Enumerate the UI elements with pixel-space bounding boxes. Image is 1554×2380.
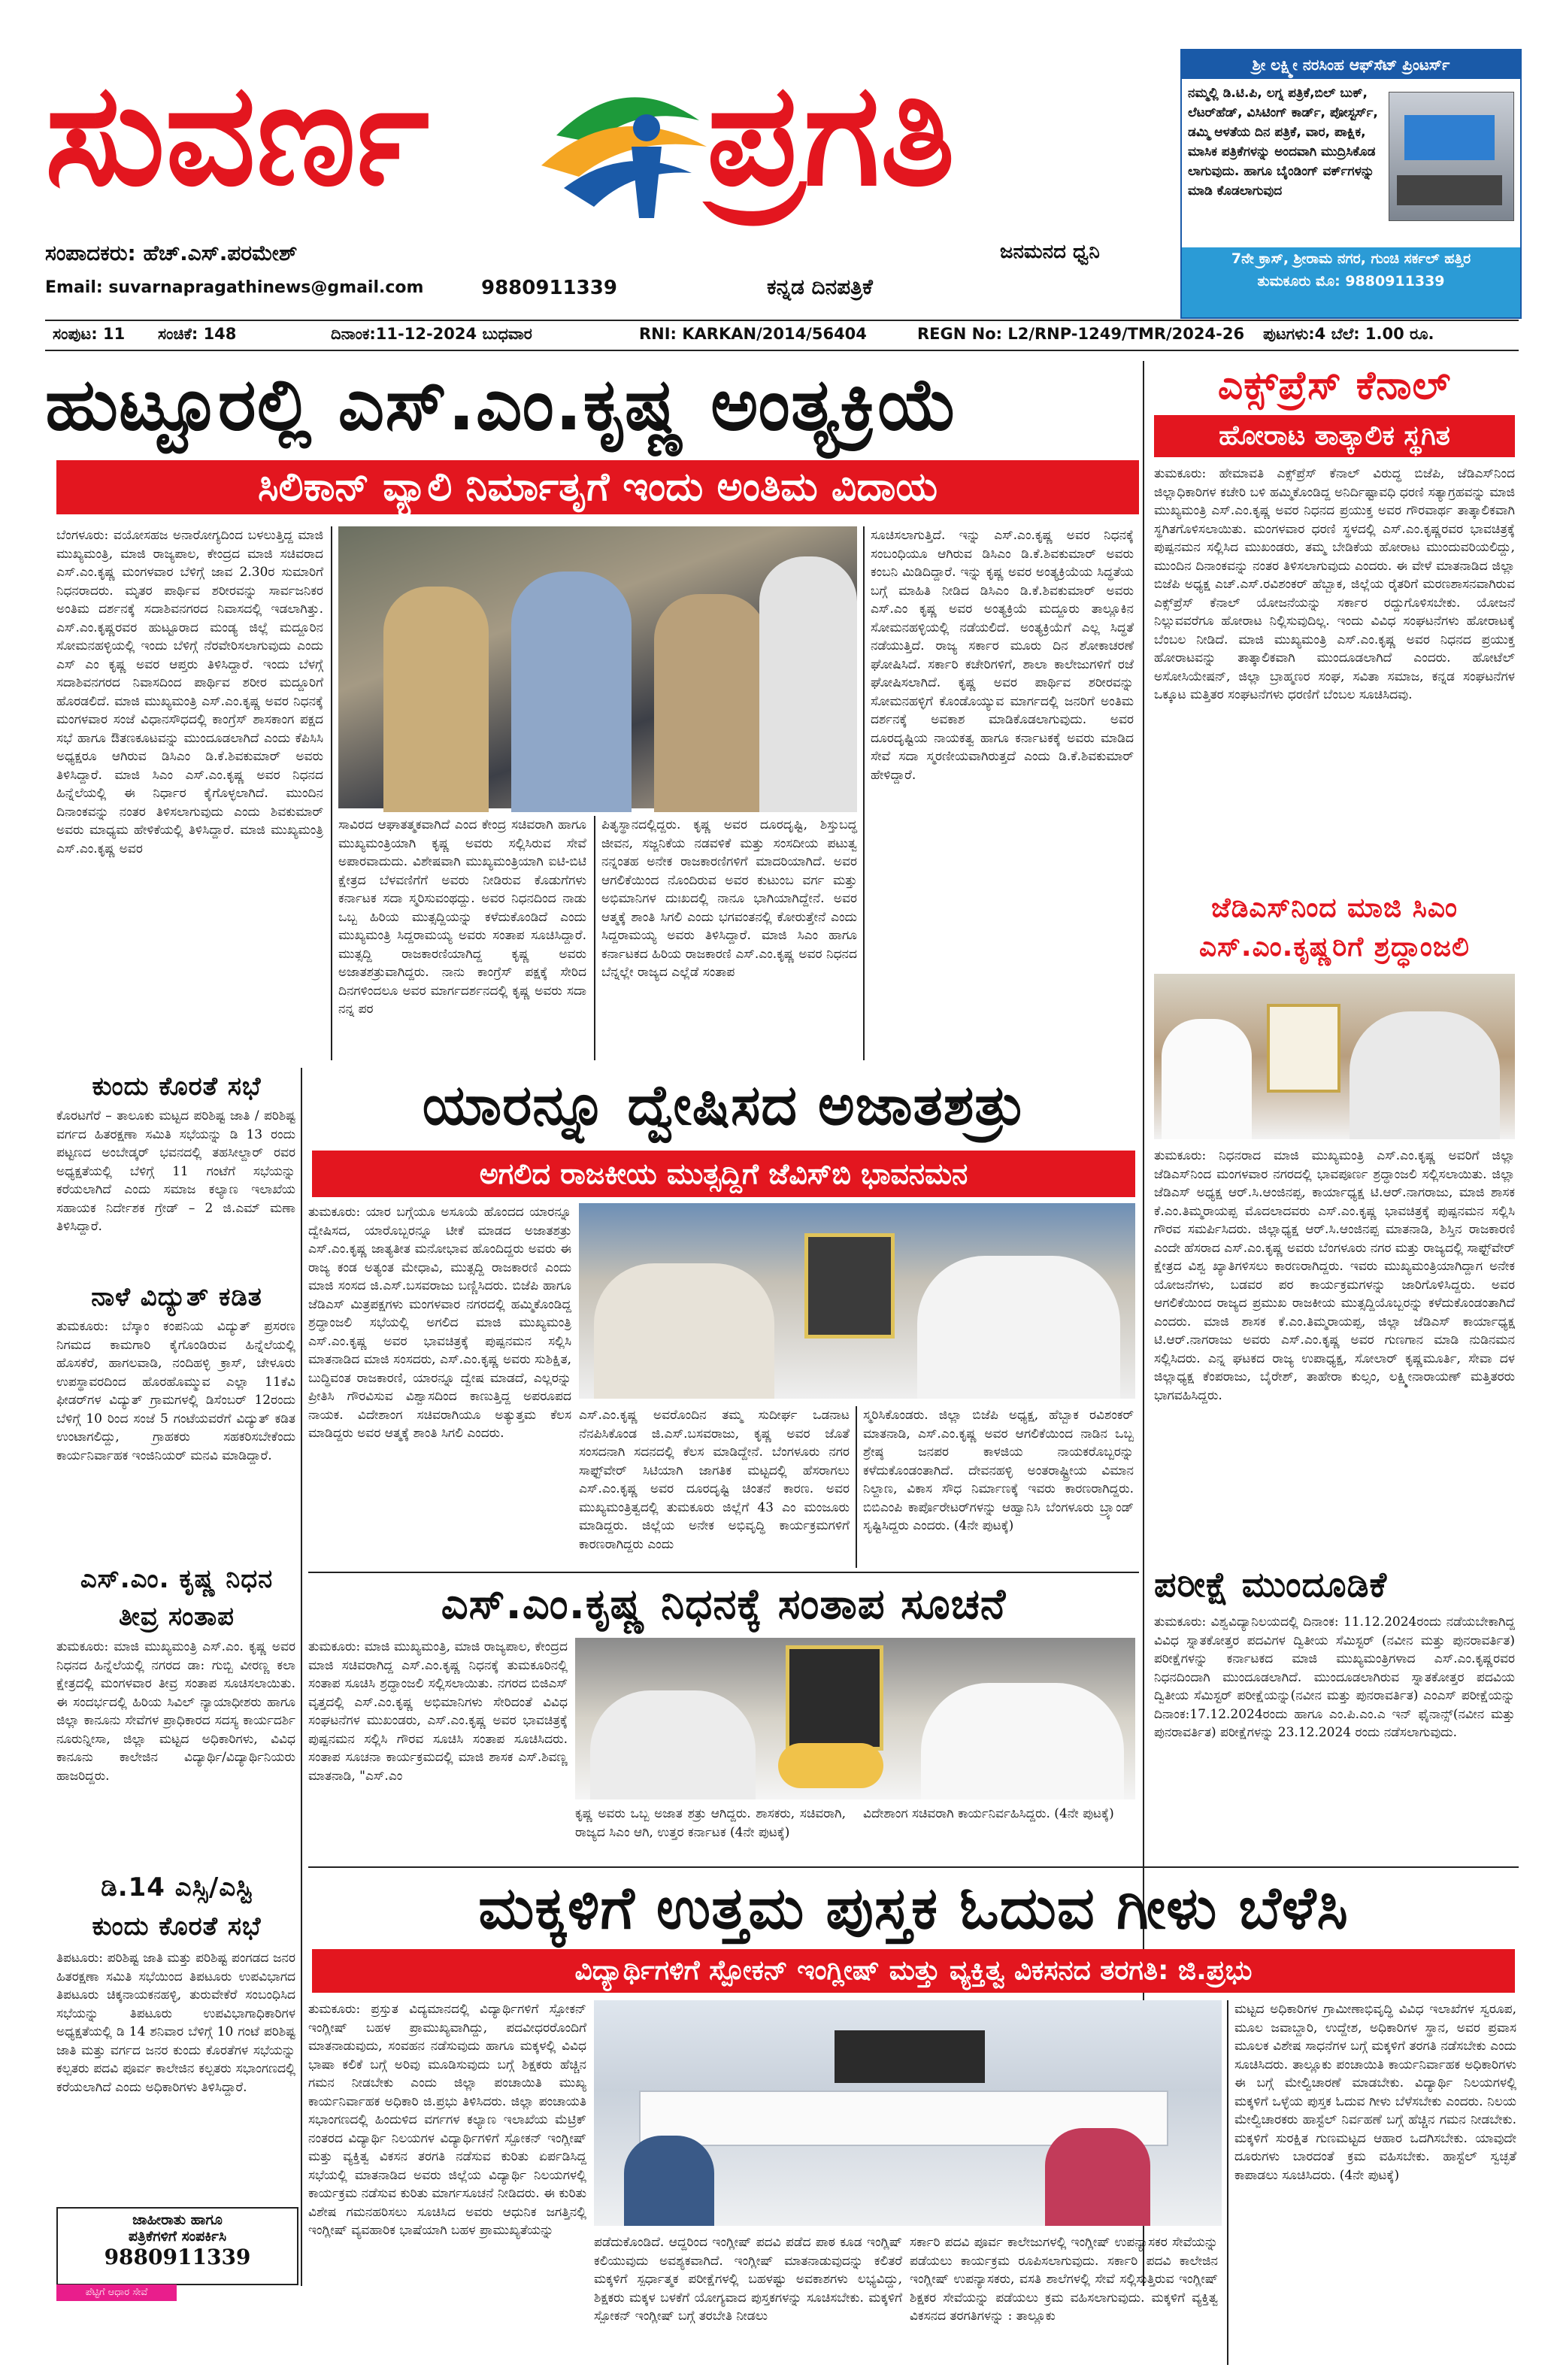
d14-headline-1: ಡಿ.14 ಎಸ್ಸಿ/ಎಸ್ಟಿ xyxy=(101,1872,253,1902)
right-column-rule xyxy=(1143,361,1144,2286)
printer-ad-body: ನಮ್ಮಲ್ಲಿ ಡಿ.ಟಿ.ಪಿ, ಲಗ್ನ ಪತ್ರಿಕೆ,ಬಿಲ್ ಬುಕ್, ಲೆಟರ್‌ಹೆಡ್, ವಿಸಿಟಿಂಗ್ ಕಾರ್ಡ್, ಪೋಸ್ಟರ್ಸ್, ಡಮ್ಮಿ ಆಳತೆಯ ದಿನ ಪತ್ರಿಕೆ, ವಾರ, ಪಾಕ್ಷಿಕ, ಮಾಸಿಕ ಪತ್ರಿಕೆಗಳನ್ನು ಅಂದವಾಗಿ ಮುದ್ರಿಸಿಕೊಡ ಲಾಗುವುದು. ಹಾಗೂ ಬೈಂಡಿಂಗ್ ವರ್ಕ್‌ಗಳನ್ನು ಮಾಡಿ ಕೊಡಲಾಗುವುದ xyxy=(1188,86,1383,199)
printer-machine-image xyxy=(1389,92,1514,221)
ajatashatru-body-c: ಸ್ಮರಿಸಿಕೊಂಡರು. ಜಿಲ್ಲಾ ಬಿಜೆಪಿ ಅಧ್ಯಕ್ಷ, ಹೆಬ್ಬಾಕ ರವಿಶಂಕರ್ ಮಾತನಾಡಿ, ಎಸ್.ಎಂ.ಕೃಷ್ಣ ಅವರ ಆಗಲಿಕೆಯಿಂದ ನಾಡಿನ ಒಬ್ಬ ಶ್ರೇಷ್ಠ ಜನಪರ ಕಾಳಜಿಯ ನಾಯಕರೊಬ್ಬರನ್ನು ಕಳೆದುಕೊಂಡಂತಾಗಿದೆ. ದೇವನಹಳ್ಳಿ ಅಂತರಾಷ್ಟ್ರೀಯ ವಿಮಾನ ನಿಲ್ದಾಣ, ವಿಕಾಸ ಸೌಧ ನಿರ್ಮಾಣಕ್ಕೆ ಇವರು ಕಾರಣರಾಗಿದ್ದರು. ಬಿಬಿಎಂಪಿ ಕಾರ್ಪೊರೇಟರ್‌ಗಳನ್ನು ಆಹ್ವಾನಿಸಿ ಬೆಂಗಳೂರು ಬ್ರ್ಯಾಂಡ್ ಸೃಷ್ಟಿಸಿದ್ದರು ಎಂದರು. (4ನೇ ಪುಟಕ್ಕೆ) xyxy=(863,1408,1138,1533)
left-column-rule xyxy=(301,1068,302,2286)
lead-col1: ಬೆಂಗಳೂರು: ವಯೋಸಹಜ ಅನಾರೋಗ್ಯದಿಂದ ಬಳಲುತ್ತಿದ್ದ ಮಾಜಿ ಮುಖ್ಯಮಂತ್ರಿ, ಮಾಜಿ ರಾಜ್ಯಪಾಲ, ಕೇಂದ್ರದ ಮಾಜಿ ಸಚಿವರಾದ ಎಸ್.ಎಂ.ಕೃಷ್ಣ ಮಂಗಳವಾರ ಬೆಳಿಗ್ಗೆ ಜಾವ 2.30ರ ಸುಮಾರಿಗೆ ನಿಧನರಾದರು. ಮೃತರ ಪಾರ್ಥಿವ ಶರೀರವನ್ನು ಸಾರ್ವಜನಿಕರ ಅಂತಿಮ ದರ್ಶನಕ್ಕೆ ಸದಾಶಿವನಗರದ ನಿವಾಸದಲ್ಲಿ ಇಡಲಾಗಿತ್ತು. ಎಸ್.ಎಂ.ಕೃಷ್ಣರವರ ಹುಟ್ಟೂರಾದ ಮಂಡ್ಯ ಜಿಲ್ಲೆ ಮದ್ದೂರಿನ ಸೋಮನಹಳ್ಳಿಯಲ್ಲಿ ಇಂದು ಬೆಳಿಗ್ಗೆ ನೆರವೇರಿಸಲಾಗುವುದು ಎಂದು ಎಸ್ ಎಂ ಕೃಷ್ಣ ಅವರ ಆಪ್ತರು ತಿಳಿಸಿದ್ದಾರೆ. ಇಂದು ಬೆಳಗ್ಗೆ ಸದಾಶಿವನಗರದ ನಿವಾಸದಿಂದ ಪಾರ್ಥಿವ ಶರೀರ ಮದ್ದೂರಿಗೆ ಹೊರಡಲಿದೆ. ಮಾಜಿ ಮುಖ್ಯಮಂತ್ರಿ ಎಸ್.ಎಂ.ಕೃಷ್ಣ ಅವರ ನಿಧನಕ್ಕೆ ಮಂಗಳವಾರ ಸಂಜೆ ವಿಧಾನಸೌಧದಲ್ಲಿ ಕಾಂಗ್ರೆಸ್ ಶಾಸಕಾಂಗ ಪಕ್ಷದ ಸಭೆ ಹಾಗೂ ಔತಣಕೂಟವನ್ನು ಮುಂದೂಡಲಾಗಿದೆ ಎಂದು ಕೆಪಿಸಿಸಿ ಅಧ್ಯಕ್ಷರೂ ಆಗಿರುವ ಡಿಸಿಎಂ ಡಿ.ಕೆ.ಶಿವಕುಮಾರ್ ಅವರು ತಿಳಿಸಿದ್ದಾರೆ. ಮಾಜಿ ಸಿಎಂ ಎಸ್.ಎಂ.ಕೃಷ್ಣ ಅವರ ನಿಧನದ ಹಿನ್ನೆಲೆಯಲ್ಲಿ ಈ ನಿರ್ಧಾರ ಕೈಗೊಳ್ಳಲಾಗಿದೆ. ಮುಂದಿನ ದಿನಾಂಕವನ್ನು ನಂತರ ತಿಳಿಸಲಾಗುವುದು ಎಂದು ಶಿವಕುಮಾರ್ ಅವರು ಮಾಧ್ಯಮ ಹೇಳಿಕೆಯಲ್ಲಿ ತಿಳಿಸಿದ್ದಾರೆ. ಮಾಜಿ ಮುಖ್ಯಮಂತ್ರಿ ಎಸ್.ಎಂ.ಕೃಷ್ಣ ಅವರ xyxy=(56,528,328,856)
ajatashatru-rule xyxy=(856,1406,857,1568)
printer-ad-address: 7ನೇ ಕ್ರಾಸ್, ಶ್ರೀರಾಮ ನಗರ, ಗುಂಚಿ ಸರ್ಕಲ್ ಹತ್ತಿರ ತುಮಕೂರು ಮೊ: 9880911339 xyxy=(1182,247,1520,317)
contact-ad-line1: ಜಾಹೀರಾತು ಹಾಗೂ xyxy=(132,2212,223,2228)
lead-col4: ಸೂಚಿಸಲಾಗುತ್ತಿದೆ. ಇನ್ನು ಎಸ್.ಎಂ.ಕೃಷ್ಣ ಅವರ ನಿಧನಕ್ಕೆ ಸಂಬಂಧಿಯೂ ಆಗಿರುವ ಡಿಸಿಎಂ ಡಿ.ಕೆ.ಶಿವಕುಮಾರ್ ಅವರು ಕಂಬನಿ ಮಿಡಿದಿದ್ದಾರೆ. ಇನ್ನು ಕೃಷ್ಣ ಅವರ ಅಂತ್ಯಕ್ರಿಯೆಯ ಸಿದ್ಧತೆಯ ಬಗ್ಗೆ ಮಾಹಿತಿ ನೀಡಿದ ಡಿಸಿಎಂ ಡಿ.ಕೆ.ಶಿವಕುಮಾರ್ ಅವರು ಎಸ್.ಎಂ ಕೃಷ್ಣ ಅವರ ಅಂತ್ಯಕ್ರಿಯೆ ಮದ್ದೂರು ತಾಲ್ಲೂಕಿನ ಸೋಮನಹಳ್ಳಿಯಲ್ಲಿ ನಡೆಯಲಿದೆ. ಅಂತ್ಯಕ್ರಿಯೆಗೆ ಎಲ್ಲ ಸಿದ್ಧತೆ ನಡೆಯುತ್ತಿದೆ. ರಾಜ್ಯ ಸರ್ಕಾರ ಮೂರು ದಿನ ಶೋಕಾಚರಣೆ ಘೋಷಿಸಿದೆ. ಸರ್ಕಾರಿ ಕಚೇರಿಗಳಿಗೆ, ಶಾಲಾ ಕಾಲೇಜುಗಳಿಗೆ ರಜೆ ಘೋಷಿಸಲಾಗಿದೆ. ಕೃಷ್ಣ ಅವರ ಪಾರ್ಥಿವ ಶರೀರವನ್ನು ಸೋಮನಹಳ್ಳಿಗೆ ಕೊಂಡೊಯ್ಯುವ ಮಾರ್ಗದಲ್ಲಿ ಜನರಿಗೆ ಅಂತಿಮ ದರ್ಶನಕ್ಕೆ ಅವಕಾಶ ಮಾಡಿಕೊಡಲಾಗುವುದು. ಅವರ ದೂರದೃಷ್ಟಿಯ ನಾಯಕತ್ವ ಹಾಗೂ ಕರ್ನಾಟಕಕ್ಕೆ ಅವರು ಮಾಡಿದ ಸೇವೆ ಸದಾ ಸ್ಮರಣೀಯವಾಗಿರುತ್ತದೆ ಎಂದು ಡಿ.ಕೆ.ಶಿವಕುಮಾರ್ ಹೇಳಿದ್ದಾರೆ. xyxy=(871,528,1138,783)
jds-body: ತುಮಕೂರು: ನಿಧನರಾದ ಮಾಜಿ ಮುಖ್ಯಮಂತ್ರಿ ಎಸ್.ಎಂ.ಕೃಷ್ಣ ಅವರಿಗೆ ಜಿಲ್ಲಾ ಜೆಡಿಎಸ್‌ನಿಂದ ಮಂಗಳವಾರ ನಗರದಲ್ಲಿ ಭಾವಪೂರ್ಣ ಶ್ರದ್ಧಾಂಜಲಿ ಸಲ್ಲಿಸಲಾಯಿತು. ಜಿಲ್ಲಾ ಜೆಡಿಎಸ್ ಅಧ್ಯಕ್ಷ ಆರ್.ಸಿ.ಆಂಜಿನಪ್ಪ, ಕಾರ್ಯಾಧ್ಯಕ್ಷ ಟಿ.ಆರ್.ನಾಗರಾಜು, ಮಾಜಿ ಶಾಸಕ ಕೆ.ಎಂ.ತಿಮ್ಮರಾಯಪ್ಪ ಮೊದಲಾದವರು ಎಸ್.ಎಂ.ಕೃಷ್ಣ ಭಾವಚಿತ್ರಕ್ಕೆ ಪುಷ್ಪನಮನ ಸಲ್ಲಿಸಿ ಗೌರವ ಸಮರ್ಪಿಸಿದರು. ಜಿಲ್ಲಾಧ್ಯಕ್ಷ ಆರ್.ಸಿ.ಆಂಜಿನಪ್ಪ ಮಾತನಾಡಿ, ಶಿಸ್ತಿನ ರಾಜಕಾರಣಿ ಎಂದೇ ಹೆಸರಾದ ಎಸ್.ಎಂ.ಕೃಷ್ಣ ಅವರು ಬೆಂಗಳೂರು ನಗರ ಮತ್ತು ರಾಜ್ಯದಲ್ಲಿ ಸಾಫ್ಟ್‌ವೇರ್ ಕ್ಷೇತ್ರದ ವಿಶ್ವ ಖ್ಯಾತಿಗಳಿಸಲು ಕಾರಣರಾಗಿದ್ದರು. ಇವರು ಮುಖ್ಯಮಂತ್ರಿಯಾಗಿದ್ದಾಗ ಅನೇಕ ಯೋಜನೆಗಳು, ಬಡವರ ಪರ ಕಾರ್ಯಕ್ರಮಗಳನ್ನು ಜಾರಿಗೊಳಿಸಿದ್ದರು. ಅವರ ಆಗಲಿಕೆಯಿಂದ ರಾಜ್ಯದ ಪ್ರಮುಖ ರಾಜಕೀಯ ಮುತ್ಸದ್ದಿಯೊಬ್ಬರನ್ನು ಕಳೆದುಕೊಂಡಂತಾಗಿದೆ ಎಂದರು. ಮಾಜಿ ಶಾಸಕ ಕೆ.ಎಂ.ತಿಮ್ಮರಾಯಪ್ಪ, ಜಿಲ್ಲಾ ಜೆಡಿಎಸ್ ಕಾರ್ಯಾಧ್ಯಕ್ಷ ಟಿ.ಆರ್.ನಾಗರಾಜು ಅವರು ಎಸ್.ಎಂ.ಕೃಷ್ಣ ಅವರ ಗುಣಗಾನ ಮಾಡಿ ನುಡಿನಮನ ಸಲ್ಲಿಸಿದರು. ಎನ್ನ ಘಟಕದ ರಾಜ್ಯ ಉಪಾಧ್ಯಕ್ಷ, ಸೋಲಾರ್ ಕೃಷ್ಣಮೂರ್ತಿ, ಸೇವಾ ದಳ ಜಿಲ್ಲಾಧ್ಯಕ್ಷ ಕೆಂಪರಾಜು, ಬೈರೇಶ್, ತಾಹೇರಾ ಕುಲ್ಸಂ, ಲಕ್ಷ್ಮೀನಾರಾಯಣ್ ಮತ್ತಿತರರು ಭಾಗವಹಿಸಿದ್ದರು. xyxy=(1154,1148,1519,1403)
logo-emblem xyxy=(534,75,714,241)
lead-rule-3 xyxy=(863,526,865,1060)
lead-headline: ಹುಟ್ಟೂರಲ್ಲಿ ಎಸ್.ಎಂ.ಕೃಷ್ಣ ಅಂತ್ಯಕ್ರಿಯೆ xyxy=(45,362,959,447)
printer-ad xyxy=(1180,49,1522,319)
contact-ad-phone: 9880911339 xyxy=(104,2245,251,2269)
condolence-body-c: ವಿದೇಶಾಂಗ ಸಚಿವರಾಗಿ ಕಾರ್ಯನಿರ್ವಹಿಸಿದ್ದರು. (4ನೇ ಪುಟಕ್ಕೆ) xyxy=(863,1806,1114,1821)
sm-body: ತುಮಕೂರು: ಮಾಜಿ ಮುಖ್ಯಮಂತ್ರಿ ಎಸ್.ಎಂ. ಕೃಷ್ಣ ಅವರ ನಿಧನದ ಹಿನ್ನೆಲೆಯಲ್ಲಿ ನಗರದ ಡಾ: ಗುಬ್ಬಿ ವೀರಣ್ಣ ಕಲಾ ಕ್ಷೇತ್ರದಲ್ಲಿ ಮಂಗಳವಾರ ತೀವ್ರ ಸಂತಾಪ ಸೂಚಿಸಲಾಯಿತು. ಈ ಸಂದರ್ಭದಲ್ಲಿ ಹಿರಿಯ ಸಿವಿಲ್ ನ್ಯಾಯಾಧೀಶರು ಹಾಗೂ ಜಿಲ್ಲಾ ಕಾನೂನು ಸೇವೆಗಳ ಪ್ರಾಧಿಕಾರದ ಸದಸ್ಯ ಕಾರ್ಯದರ್ಶಿ ನೂರುನ್ನೀಸಾ, ಜಿಲ್ಲಾ ಮಟ್ಟದ ಅಧಿಕಾರಿಗಳು, ವಿವಿಧ ಕಾನೂನು ಕಾಲೇಜಿನ ವಿದ್ಯಾರ್ಥಿ/ವಿದ್ಯಾರ್ಥಿನಿಯರು ಹಾಜರಿದ್ದರು. xyxy=(56,1639,300,1784)
issue: ಸಂಚಿಕೆ: 148 xyxy=(158,325,237,343)
ajatashatru-subhead: ಅಗಲಿದ ರಾಜಕೀಯ ಮುತ್ಸದ್ದಿಗೆ ಜೆವಿಸ್‌ಬಿ ಭಾವನಮನ xyxy=(312,1151,1135,1197)
books-rule xyxy=(1227,2000,1228,2365)
pages-price: ಪುಟಗಳು:4 ಬೆಲೆ: 1.00 ರೂ. xyxy=(1263,325,1434,343)
title-right: ಪ್ರಗತಿ xyxy=(707,53,956,217)
d14-body: ತಿಪಟೂರು: ಪರಿಶಿಷ್ಟ ಜಾತಿ ಮತ್ತು ಪರಿಶಿಷ್ಟ ಪಂಗಡದ ಜನರ ಹಿತರಕ್ಷಣಾ ಸಮಿತಿ ಸಭೆಯಿಂದ ತಿಪಟೂರು ಉಪವಿಭಾಗದ ತಿಪಟೂರು ಚಿಕ್ಕನಾಯಕನಹಳ್ಳಿ, ತುರುವೇಕೆರೆ ಸಂಬಂಧಿಸಿದ ಸಭೆಯನ್ನು ತಿಪಟೂರು ಉಪವಿಭಾಗಾಧಿಕಾರಿಗಳ ಅಧ್ಯಕ್ಷತೆಯಲ್ಲಿ ಡಿ 14 ಶನಿವಾರ ಬೆಳಿಗ್ಗೆ 10 ಗಂಟೆ ಪರಿಶಿಷ್ಟ ಜಾತಿ ಮತ್ತು ವರ್ಗದ ಜನರ ಕುಂದು ಕೊರತೆಗಳ ಸಭೆಯನ್ನು ಕಲ್ಪತರು ಪದವಿ ಪೂರ್ವ ಕಾಲೇಜಿನ ಕಲ್ಪತರು ಸಭಾಂಗಣದಲ್ಲಿ ಕರೆಯಲಾಗಿದೆ ಎಂದು ಅಧಿಕಾರಿಗಳು ತಿಳಿಸಿದ್ದಾರೆ. xyxy=(56,1951,300,2095)
kundu-headline: ಕುಂದು ಕೊರತೆ ಸಭೆ xyxy=(92,1072,262,1102)
masthead xyxy=(15,30,1173,308)
printer-ad-title: ಶ್ರೀ ಲಕ್ಷ್ಮೀ ನರಸಿಂಹ ಆಫ್‌ಸೆಟ್ ಪ್ರಿಂಟರ್ಸ್ xyxy=(1182,50,1520,79)
books-headline: ಮಕ್ಕಳಿಗೆ ಉತ್ತಮ ಪುಸ್ತಕ ಓದುವ ಗೀಳು ಬೆಳೆಸಿ xyxy=(478,1875,1349,1942)
lead-col2: ಸಾವಿರದ ಆಘಾತತ್ಮಕವಾಗಿದೆ ಎಂದ ಕೇಂದ್ರ ಸಚಿವರಾಗಿ ಹಾಗೂ ಮುಖ್ಯಮಂತ್ರಿಯಾಗಿ ಕೃಷ್ಣ ಅವರು ಸಲ್ಲಿಸಿರುವ ಸೇವೆ ಅಪಾರವಾದುದು. ವಿಶೇಷವಾಗಿ ಮುಖ್ಯಮಂತ್ರಿಯಾಗಿ ಐಟಿ-ಬಿಟಿ ಕ್ಷೇತ್ರದ ಬೆಳವಣಿಗೆಗೆ ಅವರು ನೀಡಿರುವ ಕೊಡುಗೆಗಳು ಕರ್ನಾಟಕ ಸದಾ ಸ್ಮರಿಸುವಂಥದ್ದು. ಅವರ ನಿಧನದಿಂದ ನಾಡು ಒಬ್ಬ ಹಿರಿಯ ಮುತ್ಸದ್ದಿಯನ್ನು ಕಳೆದುಕೊಂಡಿದೆ ಎಂದು ಮುಖ್ಯಮಂತ್ರಿ ಸಿದ್ದರಾಮಯ್ಯ ಅವರು ಸಂತಾಪ ಸೂಚಿಸಿದ್ದಾರೆ. ಮುತ್ಸದ್ದಿ ರಾಜಕಾರಣಿಯಾಗಿದ್ದ ಕೃಷ್ಣ ಅವರು ಅಜಾತಶತ್ರುವಾಗಿದ್ದರು. ನಾನು ಕಾಂಗ್ರೆಸ್ ಪಕ್ಷಕ್ಕೆ ಸೇರಿದ ದಿನಗಳಿಂದಲೂ ಅವರ ಮಾರ್ಗದರ್ಶನದಲ್ಲಿ ಕೃಷ್ಣ ಅವರು ಸದಾ ನನ್ನ ಪರ xyxy=(338,817,591,1017)
lead-rule-2 xyxy=(594,816,595,1060)
editor-line: ಸಂಪಾದಕರು: ಹೆಚ್.ಎಸ್.ಪರಮೇಶ್ xyxy=(45,241,298,265)
sm-headline-1: ಎಸ್.ಎಂ. ಕೃಷ್ಣ ನಿಧನ xyxy=(80,1564,274,1594)
express-body: ತುಮಕೂರು: ಹೇಮಾವತಿ ಎಕ್ಸ್‌ಪ್ರೆಸ್ ಕೆನಾಲ್ ವಿರುದ್ಧ ಬಿಜೆಪಿ, ಜೆಡಿಎಸ್‌ನಿಂದ ಜಿಲ್ಲಾಧಿಕಾರಿಗಳ ಕಚೇರಿ ಬಳಿ ಹಮ್ಮಿಕೊಂಡಿದ್ದ ಅನಿರ್ದಿಷ್ಟಾವಧಿ ಧರಣಿ ಸತ್ಯಾಗ್ರಹವನ್ನು ಮಾಜಿ ಮುಖ್ಯಮಂತ್ರಿ ಎಸ್.ಎಂ.ಕೃಷ್ಣ ಅವರ ನಿಧನದ ಪ್ರಯುಕ್ತ ಅವರ ಗೌರವಾರ್ಥ ತಾತ್ಕಾಲಿಕವಾಗಿ ಸ್ಥಗಿತಗೊಳಿಸಲಾಯಿತು. ಮಂಗಳವಾರ ಧರಣಿ ಸ್ಥಳದಲ್ಲಿ ಎಸ್.ಎಂ.ಕೃಷ್ಣರವರ ಭಾವಚಿತ್ರಕ್ಕೆ ಪುಷ್ಪನಮನ ಸಲ್ಲಿಸಿದ ಮುಖಂಡರು, ತಮ್ಮ ಬೇಡಿಕೆಯ ಹೋರಾಟ ಮುಂದುವರಿಯಲಿದ್ದು, ಮುಂದಿನ ದಿನಾಂಕವನ್ನು ನಂತರ ತಿಳಿಸಲಾಗುವುದು ಎಂದರು. ಈ ವೇಳೆ ಮಾತನಾಡಿದ ಜಿಲ್ಲಾ ಬಿಜೆಪಿ ಅಧ್ಯಕ್ಷ ಎಚ್.ಎಸ್.ರವಿಶಂಕರ್ ಹೆಬ್ಬಾಕ, ಜಿಲ್ಲೆಯ ರೈತರಿಗೆ ಮರಣಶಾಸನವಾಗಿರುವ ಎಕ್ಸ್‌ಪ್ರೆಸ್ ಕೆನಾಲ್ ಯೋಜನೆಯನ್ನು ಸರ್ಕಾರ ರದ್ದುಗೊಳಿಸಬೇಕು. ಯೋಜನೆ ನಿಲ್ಲುವವರೆಗೂ ಹೋರಾಟ ನಿಲ್ಲಿಸುವುದಿಲ್ಲ. ಇಂದು ವಿವಿಧ ಸಂಘಟನೆಗಳು ಹೋರಾಟಕ್ಕೆ ಬೆಂಬಲ ನೀಡಿದೆ. ಮಾಜಿ ಮುಖ್ಯಮಂತ್ರಿ ಎಸ್.ಎಂ.ಕೃಷ್ಣ ಅವರ ನಿಧನದ ಪ್ರಯುಕ್ತ ಹೋರಾಟವನ್ನು ತಾತ್ಕಾಲಿಕವಾಗಿ ಮುಂದೂಡಲಾಗಿದೆ ಎಂದರು. ಹೋಟೆಲ್ ಅಸೋಸಿಯೇಷನ್, ಜಿಲ್ಲಾ ಬ್ರಾಹ್ಮಣರ ಸಂಘ, ಸವಿತಾ ಸಮಾಜ, ಕನ್ನಡ ಸಂಘಟನೆಗಳ ಒಕ್ಕೂಟ ಮತ್ತಿತರ ಸಂಘಟನೆಗಳು ಧರಣಿಗೆ ಬೆಂಬಲ ಸೂಚಿಸಿದವು. xyxy=(1154,466,1519,702)
exam-body: ತುಮಕೂರು: ವಿಶ್ವವಿದ್ಯಾನಿಲಯದಲ್ಲಿ ದಿನಾಂಕ: 11.12.2024ರಂದು ನಡೆಯಬೇಕಾಗಿದ್ದ ವಿವಿಧ ಸ್ನಾತಕೋತ್ತರ ಪದವಿಗಳ ದ್ವಿತೀಯ ಸೆಮಿಸ್ಟರ್ (ನವೀನ ಮತ್ತು ಪುನರಾವರ್ತಿತ) ಪರೀಕ್ಷೆಗಳನ್ನು ಕರ್ನಾಟಕದ ಮಾಜಿ ಮುಖ್ಯಮಂತ್ರಿಗಳಾದ ಎಸ್.ಎಂ.ಕೃಷ್ಣರವರ ನಿಧನದಿಂದಾಗಿ ಮುಂದೂಡಲಾಗಿದೆ. ಮುಂದೂಡಲಾಗಿರುವ ಸ್ನಾತಕೋತ್ತರ ಪದವಿಯ ದ್ವಿತೀಯ ಸೆಮಿಸ್ಟರ್ ಪರೀಕ್ಷೆಯನ್ನು(ನವೀನ ಮತ್ತು ಪುನರಾವರ್ತಿತ) ಎಂಎಸ್ ಪರೀಕ್ಷೆಯನ್ನು ದಿನಾಂಕ:17.12.2024ರಂದು ಹಾಗೂ ಎಂ.ಪಿ.ಎಂ.ಎ ಇನ್ ಫೈನಾನ್ಸ್(ನವೀನ ಮತ್ತು ಪುನರಾವರ್ತಿತ) ಪರೀಕ್ಷೆಗಳನ್ನು 23.12.2024 ರಂದು ನಡೆಸಲಾಗುವುದು. xyxy=(1154,1614,1519,1740)
d14-headline-2: ಕುಂದು ಕೊರತೆ ಸಭೆ xyxy=(92,1912,262,1942)
condolence-photo xyxy=(575,1638,1135,1799)
ajatashatru-body-b: ಎಸ್.ಎಂ.ಕೃಷ್ಣ ಅವರೊಂದಿನ ತಮ್ಮ ಸುದೀರ್ಘ ಒಡನಾಟ ನೆನಪಿಸಿಕೊಂಡ ಜಿ.ಎಸ್.ಬಸವರಾಜು, ಕೃಷ್ಣ ಅವರ ಜೊತೆ ಸಂಸದನಾಗಿ ಸದನದಲ್ಲಿ ಕೆಲಸ ಮಾಡಿದ್ದೇನೆ. ಬೆಂಗಳೂರು ನಗರ ಸಾಫ್ಟ್‌ವೇರ್ ಸಿಟಿಯಾಗಿ ಜಾಗತಿಕ ಮಟ್ಟದಲ್ಲಿ ಹೆಸರಾಗಲು ಎಸ್.ಎಂ.ಕೃಷ್ಣ ಅವರ ದೂರದೃಷ್ಟಿ ಚಿಂತನೆ ಕಾರಣ. ಅವರ ಮುಖ್ಯಮಂತ್ರಿತ್ವದಲ್ಲಿ ತುಮಕೂರು ಜಿಲ್ಲೆಗೆ 43 ಎಂ ಮಂಜೂರು ಮಾಡಿದ್ದರು. ಜಿಲ್ಲೆಯ ಅನೇಕ ಅಭಿವೃದ್ಧಿ ಕಾರ್ಯಕ್ರಮಗಳಿಗೆ ಕಾರಣರಾಗಿದ್ದರು ಎಂದು xyxy=(579,1408,854,1552)
tagline: ಜನಮನದ ಧ್ವನಿ xyxy=(1000,241,1100,263)
ajatashatru-headline: ಯಾರನ್ನೂ ದ್ವೇಷಿಸದ ಅಜಾತಶತ್ರು xyxy=(422,1073,1025,1138)
kundu-body: ಕೊರಟಗೆರೆ – ತಾಲೂಕು ಮಟ್ಟದ ಪರಿಶಿಷ್ಟ ಜಾತಿ / ಪರಿಶಿಷ್ಟ ವರ್ಗದ ಹಿತರಕ್ಷಣಾ ಸಮಿತಿ ಸಭೆಯನ್ನು ಡಿ 13 ರಂದು ಪಟ್ಟಣದ ಅಂಬೇಡ್ಕರ್ ಭವನದಲ್ಲಿ ತಹಸೀಲ್ದಾರ್ ರವರ ಅಧ್ಯಕ್ಷತೆಯಲ್ಲಿ ಬೆಳಿಗ್ಗೆ 11 ಗಂಟೆಗೆ ಸಭೆಯನ್ನು ಕರೆಯಲಾಗಿದೆ ಎಂದು ಸಮಾಜ ಕಲ್ಯಾಣ ಇಲಾಖೆಯ ಸಹಾಯಕ ನಿರ್ದೇಶಕ ಗ್ರೇಡ್ – 2 ಜಿ.ಎಮ್ ಮಣಾ ತಿಳಿಸಿದ್ದಾರೆ. xyxy=(56,1108,300,1234)
express-headline: ಎಕ್ಸ್‌ಪ್ರೆಸ್ ಕೆನಾಲ್ xyxy=(1217,363,1452,408)
contact-ad xyxy=(56,2207,298,2285)
books-photo xyxy=(594,2000,1222,2226)
power-headline: ನಾಳೆ ವಿದ್ಯುತ್ ಕಡಿತ xyxy=(91,1282,262,1312)
lead-subhead: ಸಿಲಿಕಾನ್ ವ್ಯಾಲಿ ನಿರ್ಮಾತೃಗೆ ಇಂದು ಅಂತಿಮ ವಿದಾಯ xyxy=(56,460,1139,514)
books-subhead: ವಿದ್ಯಾರ್ಥಿಗಳಿಗೆ ಸ್ಪೋಕನ್ ಇಂಗ್ಲೀಷ್ ಮತ್ತು ವ್ಯಕ್ತಿತ್ವ ವಿಕಸನದ ತರಗತಿ: ಜಿ.ಪ್ರಭು xyxy=(312,1949,1515,1993)
lead-col3: ಪಿತೃಸ್ಥಾನದಲ್ಲಿದ್ದರು. ಕೃಷ್ಣ ಅವರ ದೂರದೃಷ್ಟಿ, ಶಿಸ್ತುಬದ್ಧ ಜೀವನ, ಸಜ್ಜನಿಕೆಯ ನಡವಳಿಕೆ ಮತ್ತು ಸಂಸದೀಯ ಪಟುತ್ವ ನನ್ನಂತಹ ಅನೇಕ ರಾಜಕಾರಣಿಗಳಿಗೆ ಮಾದರಿಯಾಗಿದೆ. ಅವರ ಆಗಲಿಕೆಯಿಂದ ನೊಂದಿರುವ ಅವರ ಕುಟುಂಬ ವರ್ಗ ಮತ್ತು ಅಭಿಮಾನಿಗಳ ದುಃಖದಲ್ಲಿ ನಾನೂ ಭಾಗಿಯಾಗಿದ್ದೇನೆ. ಅವರ ಆತ್ಮಕ್ಕೆ ಶಾಂತಿ ಸಿಗಲಿ ಎಂದು ಭಗವಂತನಲ್ಲಿ ಕೋರುತ್ತೇನೆ ಎಂದು ಸಿದ್ದರಾಮಯ್ಯ ಅವರು ತಿಳಿಸಿದ್ದಾರೆ. ಮಾಜಿ ಸಿಎಂ ಹಾಗೂ ಕರ್ನಾಟಕದ ಹಿರಿಯ ರಾಜಕಾರಣಿ ಎಸ್.ಎಂ.ಕೃಷ್ಣ ಅವರ ನಿಧನದ ಬೆನ್ನಲ್ಲೇ ರಾಜ್ಯದ ಎಲ್ಲೆಡೆ ಸಂತಾಪ xyxy=(601,817,862,980)
books-body-c: ಸರ್ಕಾರಿ ಪದವಿ ಪೂರ್ವ ಕಾಲೇಜುಗಳಲ್ಲಿ ಇಂಗ್ಲೀಷ್ ಉಪನ್ಯಾಸಕರ ಸೇವೆಯನ್ನು ಪಡೆಯಲು ಕಾರ್ಯಕ್ರಮ ರೂಪಿಸಲಾಗುವುದು. ಸರ್ಕಾರಿ ಪದವಿ ಕಾಲೇಜಿನ ಇಂಗ್ಲೀಷ್ ಉಪನ್ಯಾಸಕರು, ವಸತಿ ಶಾಲೆಗಳಲ್ಲಿ ಸೇವೆ ಸಲ್ಲಿಸುತ್ತಿರುವ ಇಂಗ್ಲೀಷ್ ಶಿಕ್ಷಕರ ಸೇವೆಯನ್ನು ಪಡೆಯಲು ಕ್ರಮ ವಹಿಸಲಾಗುವುದು. ಮಕ್ಕಳಿಗೆ ವ್ಯಕ್ತಿತ್ವ ವಿಕಸನದ ತರಗತಿಗಳನ್ನು : ತಾಲ್ಲೂಕು xyxy=(910,2235,1222,2324)
volume: ಸಂಪುಟ: 11 xyxy=(53,325,126,343)
books-body-d: ಮಟ್ಟದ ಅಧಿಕಾರಿಗಳ ಗ್ರಾಮೀಣಾಭಿವೃದ್ಧಿ ವಿವಿಧ ಇಲಾಖೆಗಳ ಸ್ವರೂಪ, ಮೂಲ ಜವಾಬ್ದಾರಿ, ಉದ್ದೇಶ, ಅಧಿಕಾರಿಗಳ ಸ್ಥಾನ, ಅವರ ಪ್ರವಾಸ ಮೂಲಕ ವಿಶೇಷ ಸಾಧನೆಗಳ ಬಗ್ಗೆ ಮಕ್ಕಳಿಗೆ ತರಗತಿ ನಡೆಸಬೇಕು ಎಂದು ಸೂಚಿಸಿದರು. ತಾಲ್ಲೂಕು ಪಂಚಾಯಿತಿ ಕಾರ್ಯನಿರ್ವಾಹಕ ಅಧಿಕಾರಿಗಳು ಈ ಬಗ್ಗೆ ಮೇಲ್ವಿಚಾರಣೆ ಮಾಡಬೇಕು. ವಿದ್ಯಾರ್ಥಿ ನಿಲಯಗಳಲ್ಲಿ ಮಕ್ಕಳಿಗೆ ಒಳ್ಳೆಯ ಪುಸ್ತಕ ಓದುವ ಗೀಳು ಬೆಳೆಸಬೇಕು ಎಂದರು. ನಿಲಯ ಮೇಲ್ವಿಚಾರಕರು ಹಾಸ್ಟೆಲ್ ನಿರ್ವಹಣೆ ಬಗ್ಗೆ ಹೆಚ್ಚಿನ ಗಮನ ನೀಡಬೇಕು. ಮಕ್ಕಳಿಗೆ ಸುರಕ್ಷಿತ ಗುಣಮಟ್ಟದ ಆಹಾರ ಒದಗಿಸಬೇಕು. ಯಾವುದೇ ದೂರುಗಳು ಬಾರದಂತೆ ಕ್ರಮ ವಹಿಸಬೇಕು. ಹಾಸ್ಟೆಲ್ ಸ್ವಚ್ಛತೆ ಕಾಪಾಡಲು ಸೂಚಿಸಿದರು. (4ನೇ ಪುಟಕ್ಕೆ) xyxy=(1234,2002,1521,2183)
books-body-a: ತುಮಕೂರು: ಪ್ರಸ್ತುತ ವಿದ್ಯಮಾನದಲ್ಲಿ ವಿದ್ಯಾರ್ಥಿಗಳಿಗೆ ಸ್ಪೋಕನ್ ಇಂಗ್ಲೀಷ್ ಬಹಳ ಪ್ರಾಮುಖ್ಯವಾಗಿದ್ದು, ಪದವೀಧರರೊಂದಿಗೆ ಮಾತನಾಡುವುದು, ಸಂವಹನ ನಡೆಸುವುದು ಹಾಗೂ ಮಕ್ಕಳಲ್ಲಿ ವಿವಿಧ ಭಾಷಾ ಕಲಿಕೆ ಬಗ್ಗೆ ಅರಿವು ಮೂಡಿಸುವುದು ಬಗ್ಗೆ ಶಿಕ್ಷಕರು ಹೆಚ್ಚಿನ ಗಮನ ನೀಡಬೇಕು ಎಂದು ಜಿಲ್ಲಾ ಪಂಚಾಯಿತಿ ಮುಖ್ಯ ಕಾರ್ಯನಿರ್ವಾಹಕ ಅಧಿಕಾರಿ ಜಿ.ಪ್ರಭು ತಿಳಿಸಿದರು. ಜಿಲ್ಲಾ ಪಂಚಾಯತಿ ಸಭಾಂಗಣದಲ್ಲಿ ಹಿಂದುಳಿದ ವರ್ಗಗಳ ಕಲ್ಯಾಣ ಇಲಾಖೆಯ ಮೆಟ್ರಿಕ್ ನಂತರದ ವಿದ್ಯಾರ್ಥಿ ನಿಲಯಗಳ ವಿದ್ಯಾರ್ಥಿಗಳಿಗೆ ಸ್ಪೋಕನ್ ಇಂಗ್ಲೀಷ್ ಮತ್ತು ವ್ಯಕ್ತಿತ್ವ ವಿಕಸನ ತರಗತಿ ನಡೆಸುವ ಕುರಿತು ಏರ್ಪಡಿಸಿದ್ದ ಸಭೆಯಲ್ಲಿ ಮಾತನಾಡಿದ ಅವರು ಜಿಲ್ಲೆಯ ವಿದ್ಯಾರ್ಥಿ ನಿಲಯಗಳಲ್ಲಿ ಕಾರ್ಯಕ್ರಮ ನಡೆಸುವ ಕುರಿತು ಮಾರ್ಗಸೂಚನೆ ನೀಡಿದರು. ಈ ಕುರಿತು ವಿಶೇಷ ಗಮನಹರಿಸಲು ಸೂಚಿಸಿದ ಅವರು ಆಧುನಿಕ ಜಗತ್ತಿನಲ್ಲಿ ಇಂಗ್ಲೀಷ್ ವ್ಯವಹಾರಿಕ ಭಾಷೆಯಾಗಿ ಬಹಳ ಪ್ರಾಮುಖ್ಯತೆಯನ್ನು xyxy=(308,2002,591,2238)
title-left: ಸುವರ್ಣ xyxy=(45,53,429,217)
books-body-b: ಪಡೆದುಕೊಂಡಿದೆ. ಆದ್ದರಿಂದ ಇಂಗ್ಲೀಷ್ ಪದವಿ ಪಡೆದ ಪಾಠ ಕೂಡ ಇಂಗ್ಲಿಷ್ ಕಲಿಯುವುದು ಅವಶ್ಯಕವಾಗಿದೆ. ಇಂಗ್ಲೀಷ್ ಮಾತನಾಡುವುದನ್ನು ಕಲಿತರೆ ಮಕ್ಕಳಿಗೆ ಸ್ಪರ್ಧಾತ್ಮಕ ಪರೀಕ್ಷೆಗಳಲ್ಲಿ ಬಹಳಷ್ಟು ಅವಕಾಶಗಳು ಲಭ್ಯವಿದ್ದು, ಶಿಕ್ಷಕರು ಮಕ್ಕಳ ಬಳಕೆಗೆ ಯೋಗ್ಯವಾದ ಪುಸ್ತಕಗಳನ್ನು ಸೂಚಿಸಬೇಕು. ಮಕ್ಕಳಿಗೆ ಸ್ಪೋಕನ್ ಇಂಗ್ಲೀಷ್ ಬಗ್ಗೆ ತರಬೇತಿ ನೀಡಲು xyxy=(594,2235,907,2324)
lead-photo xyxy=(338,526,857,808)
express-subhead: ಹೋರಾಟ ತಾತ್ಕಾಲಿಕ ಸ್ಥಗಿತ xyxy=(1154,415,1515,457)
power-body: ತುಮಕೂರು: ಬೆಸ್ಕಾಂ ಕಂಪನಿಯ ವಿದ್ಯುತ್ ಪ್ರಸರಣ ನಿಗಮದ ಕಾಮಗಾರಿ ಕೈಗೊಂಡಿರುವ ಹಿನ್ನೆಲೆಯಲ್ಲಿ ಹೊಸಕೆರೆ, ಹಾಗಲವಾಡಿ, ನಂದಿಹಳ್ಳಿ ಕ್ರಾಸ್, ಚೇಳೂರು ಉಪಸ್ಥಾವರದಿಂದ ಹೊರಹೊಮ್ಮುವ ಎಲ್ಲಾ 11ಕೆವಿ ಫೀಡರ್‌ಗಳ ವಿದ್ಯುತ್ ಗ್ರಾಮಗಳಲ್ಲಿ ಡಿಸೆಂಬರ್ 12ರಂದು ಬೆಳಿಗ್ಗೆ 10 ರಿಂದ ಸಂಜೆ 5 ಗಂಟೆಯವರೆಗೆ ವಿದ್ಯುತ್ ಕಡಿತ ಉಂಟಾಗಲಿದ್ದು, ಗ್ರಾಹಕರು ಸಹಕರಿಸಬೇಕೆಂದು ಕಾರ್ಯನಿರ್ವಾಹಕ ಇಂಜಿನಿಯರ್ ಮನವಿ ಮಾಡಿದ್ದಾರೆ. xyxy=(56,1319,300,1463)
condolence-body-b: ಕೃಷ್ಣ ಅವರು ಒಬ್ಬ ಅಜಾತ ಶತ್ರು ಆಗಿದ್ದರು. ಶಾಸಕರು, ಸಚಿವರಾಗಿ, ರಾಜ್ಯದ ಸಿಎಂ ಆಗಿ, ಉತ್ತರ ಕರ್ನಾಟಕ (4ನೇ ಪುಟಕ್ಕೆ) xyxy=(575,1806,850,1840)
lead-rule-1 xyxy=(331,526,332,1060)
contact-ad-line2: ಪತ್ರಿಕೆಗಳಿಗೆ ಸಂಪರ್ಕಿಸಿ xyxy=(128,2228,227,2245)
regn: REGN No: L2/RNP-1249/TMR/2024-26 xyxy=(917,325,1245,343)
jds-headline-1: ಜೆಡಿಎಸ್‌ನಿಂದ ಮಾಜಿ ಸಿಎಂ xyxy=(1211,893,1458,923)
jds-photo xyxy=(1154,974,1515,1139)
infobar-top-rule xyxy=(45,320,1519,321)
condolence-body-a: ತುಮಕೂರು: ಮಾಜಿ ಮುಖ್ಯಮಂತ್ರಿ, ಮಾಜಿ ರಾಜ್ಯಪಾಲ, ಕೇಂದ್ರದ ಮಾಜಿ ಸಚಿವರಾಗಿದ್ದ ಎಸ್.ಎಂ.ಕೃಷ್ಣ ನಿಧನಕ್ಕೆ ತುಮಕೂರಿನಲ್ಲಿ ಸಂತಾಪ ಸೂಚಿಸಿ ಶ್ರದ್ಧಾಂಜಲಿ ಸಲ್ಲಿಸಲಾಯಿತು. ನಗರದ ಬಿಜಿಎಸ್ ವೃತ್ತದಲ್ಲಿ ಎಸ್.ಎಂ.ಕೃಷ್ಣ ಅಭಿಮಾನಿಗಳು ಸೇರಿದಂತೆ ವಿವಿಧ ಸಂಘಟನೆಗಳ ಮುಖಂಡರು, ಎಸ್.ಎಂ.ಕೃಷ್ಣ ಅವರ ಭಾವಚಿತ್ರಕ್ಕೆ ಪುಷ್ಪನಮನ ಸಲ್ಲಿಸಿ ಗೌರವ ಸೂಚಿಸಿ ಸಂತಾಪ ಸೂಚಿಸಿದರು. ಸಂತಾಪ ಸೂಚನಾ ಕಾರ್ಯಕ್ರಮದಲ್ಲಿ ಮಾಜಿ ಶಾಸಕ ಎಸ್.ಶಿವಣ್ಣ ಮಾತನಾಡಿ, "ಎಸ್.ಎಂ xyxy=(308,1639,572,1784)
jds-headline-2: ಎಸ್.ಎಂ.ಕೃಷ್ಣರಿಗೆ ಶ್ರದ್ಧಾಂಜಲಿ xyxy=(1199,932,1470,963)
infobar-bottom-rule xyxy=(45,350,1519,351)
sm-headline-2: ತೀವ್ರ ಸಂತಾಪ xyxy=(119,1602,235,1632)
daily-line: ಕನ್ನಡ ದಿನಪತ್ರಿಕೆ xyxy=(767,274,873,299)
ajatashatru-photo xyxy=(579,1203,1135,1399)
infobar xyxy=(45,323,1519,347)
contact-ad-footer: ಪೆಟ್ಟಿಗೆ ಆಧಾರ ಸೇವೆ xyxy=(56,2284,177,2301)
exam-headline: ಪರೀಕ್ಷೆ ಮುಂದೂಡಿಕೆ xyxy=(1154,1564,1388,1605)
condolence-top-rule xyxy=(308,1572,1139,1573)
phone-line: 9880911339 xyxy=(481,277,617,299)
bottom-top-rule xyxy=(308,1866,1519,1868)
email-line: Email: suvarnapragathinews@gmail.com xyxy=(45,278,424,297)
condolence-headline: ಎಸ್.ಎಂ.ಕೃಷ್ಣ ನಿಧನಕ್ಕೆ ಸಂತಾಪ ಸೂಚನೆ xyxy=(441,1580,1007,1629)
date: ದಿನಾಂಕ:11-12-2024 ಬುಧವಾರ xyxy=(331,325,532,343)
ajatashatru-body-a: ತುಮಕೂರು: ಯಾರ ಬಗ್ಗೆಯೂ ಅಸೂಯೆ ಹೊಂದದ ಯಾರನ್ನೂ ದ್ವೇಷಿಸದ, ಯಾರೊಬ್ಬರನ್ನೂ ಟೀಕೆ ಮಾಡದ ಅಜಾತಶತ್ರು ಎಸ್.ಎಂ.ಕೃಷ್ಣ ಜಾತ್ಯತೀತ ಮನೋಭಾವ ಹೊಂದಿದ್ದರು ಅವರು ಈ ರಾಜ್ಯ ಕಂಡ ಅತ್ಯಂತ ಮೇಧಾವಿ, ಮುತ್ಸದ್ದಿ ರಾಜಕಾರಣಿ ಎಂದು ಮಾಜಿ ಸಂಸದ ಜಿ.ಎಸ್.ಬಸವರಾಜು ಬಣ್ಣಿಸಿದರು. ಬಿಜೆಪಿ ಹಾಗೂ ಜೆಡಿಎಸ್ ಮಿತ್ರಪಕ್ಷಗಳು ಮಂಗಳವಾರ ನಗರದಲ್ಲಿ ಹಮ್ಮಿಕೊಂಡಿದ್ದ ಶ್ರದ್ಧಾಂಜಲಿ ಸಭೆಯಲ್ಲಿ ಅಗಲಿದ ಮಾಜಿ ಮುಖ್ಯಮಂತ್ರಿ ಎಸ್.ಎಂ.ಕೃಷ್ಣ ಅವರ ಭಾವಚಿತ್ರಕ್ಕೆ ಪುಷ್ಪನಮನ ಸಲ್ಲಿಸಿ ಮಾತನಾಡಿದ ಮಾಜಿ ಸಂಸದರು, ಎಸ್.ಎಂ.ಕೃಷ್ಣ ಅವರು ಸುಶಿಕ್ಷಿತ, ಬುದ್ಧಿವಂತ ರಾಜಕಾರಣಿ, ಯಾರನ್ನೂ ದ್ವೇಷ ಮಾಡದೆ, ಎಲ್ಲರನ್ನು ಪ್ರೀತಿಸಿ ಗೌರವಿಸುವ ವಿಶ್ವಾಸದಿಂದ ಕಾಣುತ್ತಿದ್ದ ಅಪರೂಪದ ನಾಯಕ. ವಿದೇಶಾಂಗ ಸಚಿವರಾಗಿಯೂ ಅತ್ಯುತ್ತಮ ಕೆಲಸ ಮಾಡಿದ್ದರು ಅವರ ಆತ್ಮಕ್ಕೆ ಶಾಂತಿ ಸಿಗಲಿ ಎಂದರು. xyxy=(308,1205,576,1441)
rni: RNI: KARKAN/2014/56404 xyxy=(639,325,867,343)
